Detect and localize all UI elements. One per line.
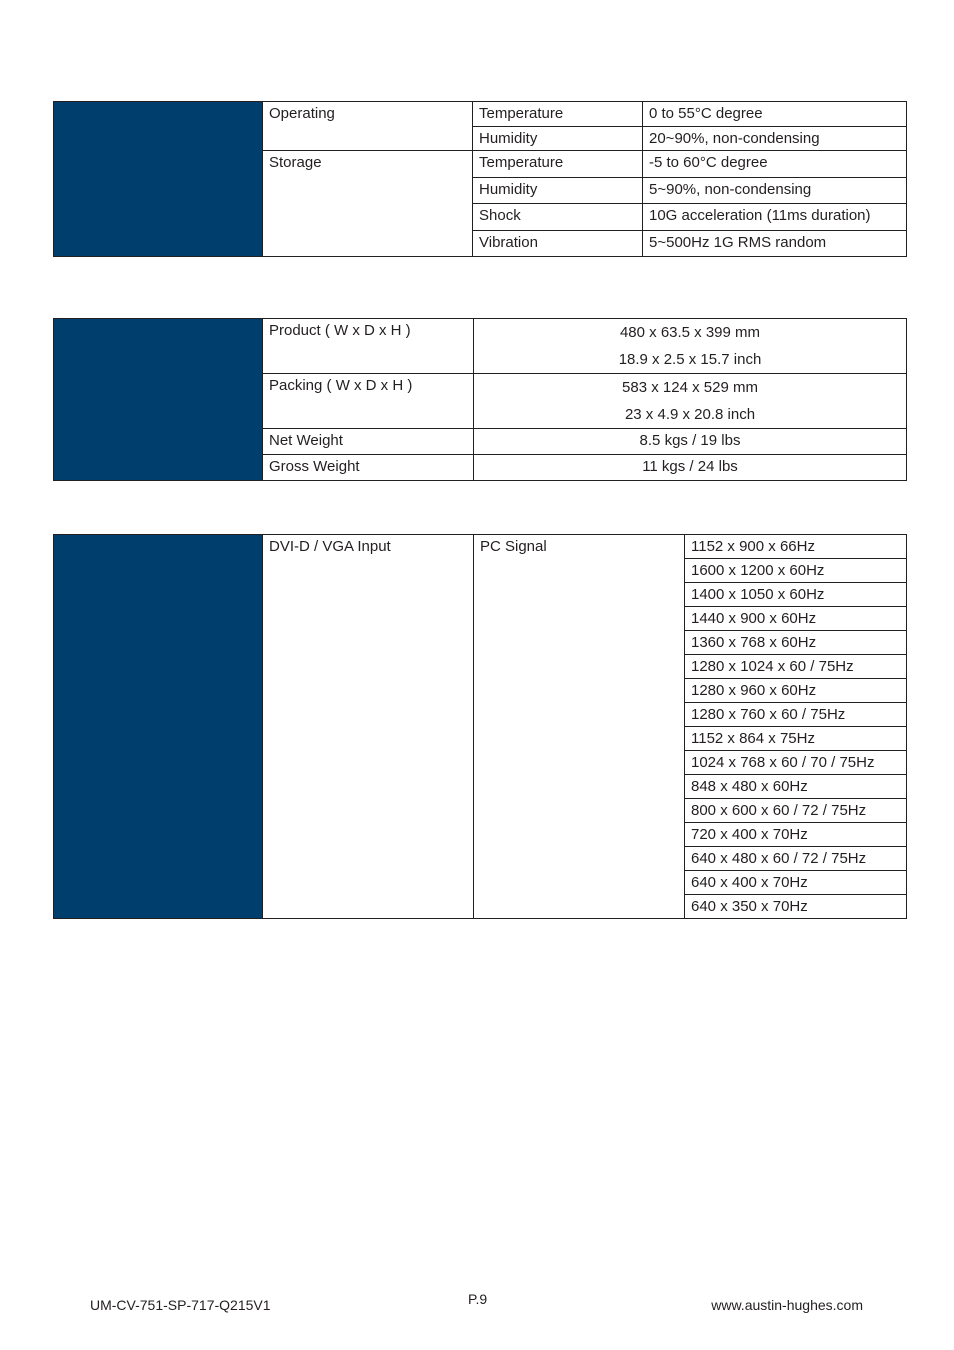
resolution-mode: 1600 x 1200 x 60Hz <box>685 559 907 583</box>
resolution-mode: 1152 x 864 x 75Hz <box>685 727 907 751</box>
spec-name: Temperature <box>473 102 643 127</box>
website-url: www.austin-hughes.com <box>711 1297 863 1313</box>
resolution-mode: 1360 x 768 x 60Hz <box>685 631 907 655</box>
section-sidebar <box>54 319 263 481</box>
environment-table <box>53 101 907 257</box>
resolution-mode: 640 x 400 x 70Hz <box>685 871 907 895</box>
spec-value: 10G acceleration (11ms duration) <box>643 204 907 231</box>
spec-name: Temperature <box>473 151 643 178</box>
resolution-mode: 1280 x 1024 x 60 / 75Hz <box>685 655 907 679</box>
product-mm: 480 x 63.5 x 399 mm <box>619 324 761 341</box>
net-weight-value: 8.5 kgs / 19 lbs <box>474 429 907 455</box>
section-sidebar <box>54 535 263 919</box>
gross-weight-label: Gross Weight <box>263 455 474 481</box>
operating-label: Operating <box>263 102 473 151</box>
resolution-mode: 1152 x 900 x 66Hz <box>685 535 907 559</box>
packing-dimension-value <box>474 374 907 429</box>
packing-dimension-label: Packing ( W x D x H ) <box>263 374 474 429</box>
signal-type-label: PC Signal <box>474 535 685 919</box>
physical-table <box>53 318 907 481</box>
packing-inch: 23 x 4.9 x 20.8 inch <box>624 406 756 423</box>
section-sidebar <box>54 102 263 257</box>
storage-label: Storage <box>263 151 473 257</box>
packing-mm: 583 x 124 x 529 mm <box>622 379 758 396</box>
spec-value: 20~90%, non-condensing <box>643 127 907 151</box>
signal-table <box>53 534 907 919</box>
spec-name: Humidity <box>473 178 643 204</box>
resolution-mode: 848 x 480 x 60Hz <box>685 775 907 799</box>
resolution-mode: 1024 x 768 x 60 / 70 / 75Hz <box>685 751 907 775</box>
spec-value: 5~500Hz 1G RMS random <box>643 231 907 257</box>
resolution-mode: 1400 x 1050 x 60Hz <box>685 583 907 607</box>
spec-value: 5~90%, non-condensing <box>643 178 907 204</box>
product-dimension-value <box>474 319 907 374</box>
spec-name: Shock <box>473 204 643 231</box>
resolution-mode: 1280 x 760 x 60 / 75Hz <box>685 703 907 727</box>
resolution-mode: 1280 x 960 x 60Hz <box>685 679 907 703</box>
resolution-mode: 1440 x 900 x 60Hz <box>685 607 907 631</box>
spec-name: Vibration <box>473 231 643 257</box>
product-inch: 18.9 x 2.5 x 15.7 inch <box>618 351 762 368</box>
spec-value: -5 to 60°C degree <box>643 151 907 178</box>
product-dimension-label: Product ( W x D x H ) <box>263 319 474 374</box>
page-number: P.9 <box>468 1291 488 1307</box>
net-weight-label: Net Weight <box>263 429 474 455</box>
document-id: UM-CV-751-SP-717-Q215V1 <box>90 1297 271 1313</box>
resolution-mode: 800 x 600 x 60 / 72 / 75Hz <box>685 799 907 823</box>
spec-name: Humidity <box>473 127 643 151</box>
spec-value: 0 to 55°C degree <box>643 102 907 127</box>
resolution-mode: 640 x 480 x 60 / 72 / 75Hz <box>685 847 907 871</box>
gross-weight-value: 11 kgs / 24 lbs <box>474 455 907 481</box>
resolution-mode: 640 x 350 x 70Hz <box>685 895 907 919</box>
resolution-mode: 720 x 400 x 70Hz <box>685 823 907 847</box>
input-label: DVI-D / VGA Input <box>263 535 474 919</box>
